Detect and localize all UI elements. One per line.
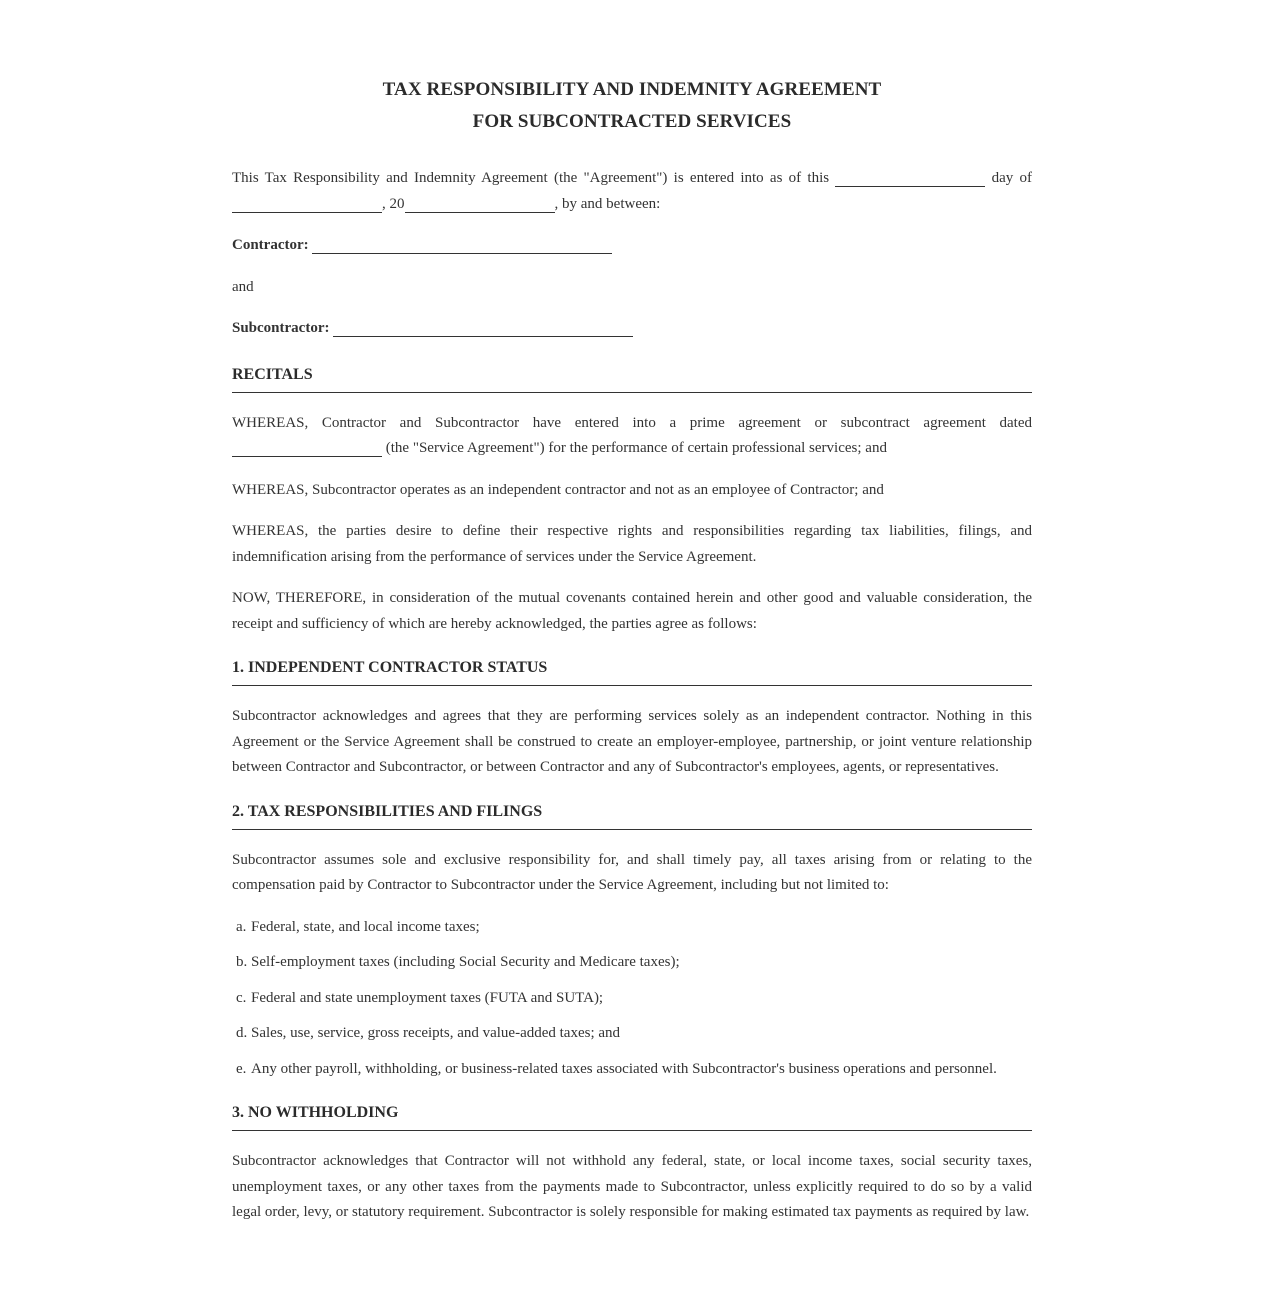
subcontractor-label: Subcontractor: <box>232 320 330 336</box>
title-line-2: FOR SUBCONTRACTED SERVICES <box>472 111 792 132</box>
whereas-2: WHEREAS, Subcontractor operates as an independent contractor and not as an employee of Contractor; and <box>232 481 884 498</box>
contractor-blank[interactable] <box>312 237 612 254</box>
whereas-1 <box>232 411 1032 462</box>
intro-text-4: , by and between: <box>554 195 661 212</box>
list-item <box>232 986 1032 1012</box>
list-item-text: Self-employment taxes (including Social Security and Medicare taxes); <box>251 954 680 970</box>
list-item-text: Any other payroll, withholding, or business-related taxes associated with Subcontractor's business operations and personnel. <box>251 1060 997 1077</box>
intro-paragraph <box>232 166 1032 217</box>
agreement-document <box>232 74 1032 1242</box>
now-therefore: NOW, THEREFORE, in consideration of the mutual covenants contained herein and other good and valuable consideration, the receipt and sufficiency of which are hereby acknowledged, the parties agree as follows: <box>232 590 1032 632</box>
title-line-1: TAX RESPONSIBILITY AND INDEMNITY AGREEMENT <box>382 79 882 100</box>
section-1-heading: 1. INDEPENDENT CONTRACTOR STATUS <box>232 657 1032 686</box>
section-1-body: Subcontractor acknowledges and agrees that they are performing services solely as an independent contractor. Nothing in this Agreement or the Service Agreement shall be construed to create an employer-employee, partnership, or joint venture relationship between Contractor and Subcontractor, or between Contractor and any of Subcontractor's employees, agents, or representatives. <box>232 708 1032 775</box>
month-blank[interactable] <box>232 196 382 213</box>
whereas-1-text-b: (the "Service Agreement") for the performance of certain professional services; and <box>385 440 887 456</box>
list-item-text: Federal and state unemployment taxes (FUTA and SUTA); <box>251 989 604 1006</box>
service-agreement-date-blank[interactable] <box>232 440 382 457</box>
subcontractor-line <box>232 316 1032 342</box>
list-marker: e. <box>236 1060 247 1077</box>
and-text: and <box>232 278 254 295</box>
list-item-text: Federal, state, and local income taxes; <box>251 918 480 935</box>
list-item-text: Sales, use, service, gross receipts, and value-added taxes; and <box>251 1025 621 1041</box>
list-item <box>232 950 1032 976</box>
subcontractor-blank[interactable] <box>333 320 633 337</box>
contractor-line <box>232 233 1032 259</box>
document-title <box>232 74 1032 138</box>
year-blank[interactable] <box>405 196 555 213</box>
day-blank[interactable] <box>835 170 985 187</box>
list-item <box>232 1021 1032 1047</box>
list-marker: d. <box>236 1025 248 1041</box>
intro-text-2: day of <box>991 170 1033 186</box>
section-3-heading: 3. NO WITHHOLDING <box>232 1102 1032 1131</box>
recitals-heading: RECITALS <box>232 364 1032 393</box>
tax-list <box>232 915 1032 1083</box>
section-2-body: Subcontractor assumes sole and exclusive responsibility for, and shall timely pay, all taxes arising from or relating to the compensation paid by Contractor to Subcontractor under the Service Agreement, including but not limited to: <box>232 851 1032 893</box>
whereas-1-text-a: WHEREAS, Contractor and Subcontractor have entered into a prime agreement or subcontract agreement dated <box>232 414 1032 431</box>
section-3-body: Subcontractor acknowledges that Contractor will not withhold any federal, state, or local income taxes, social security taxes, unemployment taxes, or any other taxes from the payments made to Subcontractor, unless explicitly required to do so by a valid legal order, levy, or statutory requirement. Subcontractor is solely responsible for making estimated tax payments as required by law. <box>232 1153 1032 1220</box>
contractor-label: Contractor: <box>232 237 309 253</box>
list-item <box>232 915 1032 941</box>
section-2-heading: 2. TAX RESPONSIBILITIES AND FILINGS <box>232 801 1032 830</box>
list-marker: b. <box>236 954 248 970</box>
intro-text-3: , 20 <box>382 195 405 212</box>
intro-text-1: This Tax Responsibility and Indemnity Agreement (the "Agreement") is entered into as of this <box>232 170 830 186</box>
whereas-3: WHEREAS, the parties desire to define their respective rights and responsibilities regarding tax liabilities, filings, and indemnification arising from the performance of services under the Service Agreement. <box>232 523 1032 565</box>
list-item <box>232 1057 1032 1083</box>
list-marker: c. <box>236 989 247 1006</box>
list-marker: a. <box>236 918 247 935</box>
